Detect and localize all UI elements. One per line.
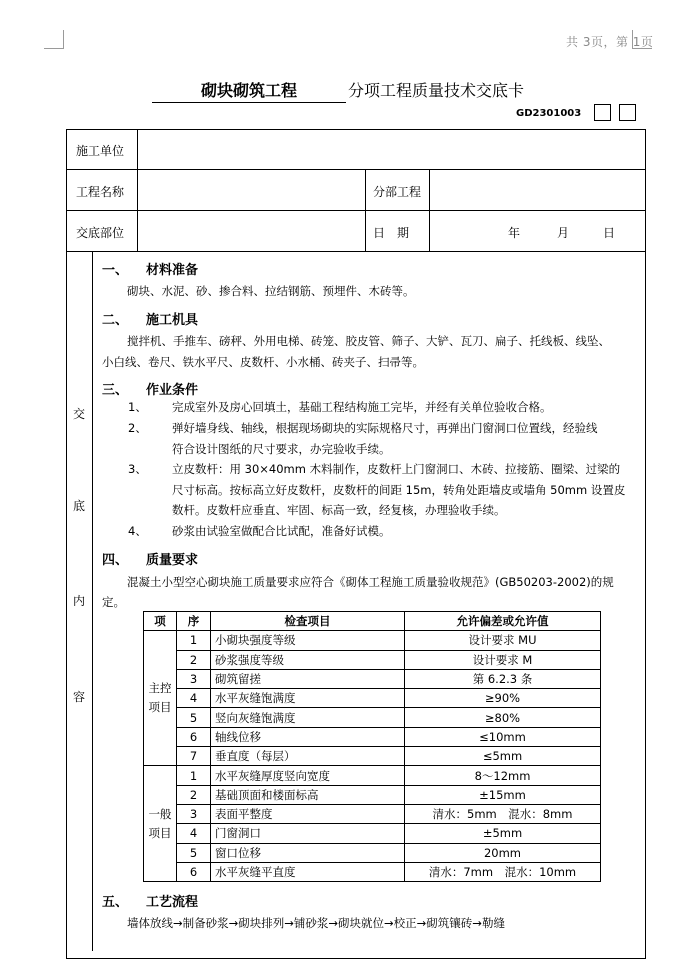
group-label-general: 一般项目	[144, 766, 177, 882]
list-text: 完成室外及房心回填土，基础工程结构施工完毕，并经有关单位验收合格。	[172, 400, 552, 414]
group-label-main: 主控项目	[144, 631, 177, 766]
section-title: 作业条件	[146, 383, 199, 398]
row-divider	[66, 169, 646, 170]
table-row	[144, 650, 601, 669]
sub-project-label: 分部工程	[373, 185, 422, 199]
table-header: 项	[144, 612, 177, 631]
section-text: 墙体放线→制备砂浆→砌块排列→铺砂浆→砌块就位→校正→砌筑镶砖→勒缝	[127, 916, 505, 930]
side-label-char: 底	[72, 499, 85, 513]
table-cell-value: 设计要求 M	[405, 650, 601, 669]
list-number: 1、	[128, 400, 147, 414]
table-cell-item: 基础顶面和楼面标高	[211, 785, 405, 804]
row-divider	[66, 210, 646, 211]
section-text: 定。	[102, 595, 125, 609]
table-cell-seq: 7	[177, 747, 211, 766]
col-divider	[92, 251, 93, 951]
table-header: 检查项目	[211, 612, 405, 631]
table-cell-seq: 5	[177, 708, 211, 727]
list-number: 2、	[128, 421, 147, 435]
table-cell-value: ≥80%	[405, 708, 601, 727]
table-row	[144, 669, 601, 688]
table-cell-seq: 1	[177, 631, 211, 650]
section-title: 质量要求	[146, 553, 199, 568]
row-divider	[66, 251, 646, 252]
table-row	[144, 727, 601, 746]
title-rest: 分项工程质量技术交底卡	[348, 81, 525, 100]
list-text: 符合设计图纸的尺寸要求，办完验收手续。	[172, 442, 391, 456]
list-text: 弹好墙身线、轴线，根据现场砌块的实际规格尺寸，再弹出门窗洞口位置线，经验线	[172, 421, 598, 435]
list-text: 砂浆由试验室做配合比试配，准备好试模。	[172, 524, 391, 538]
table-cell-item: 门窗洞口	[211, 824, 405, 843]
table-cell-value: ≥90%	[405, 689, 601, 708]
section-number: 一、	[102, 263, 129, 278]
section-text: 小白线、卷尺、铁水平尺、皮数杆、小水桶、砖夹子、扫帚等。	[102, 355, 424, 369]
list-text: 尺寸标高。按标高立好皮数杆，皮数杆的间距 15m，转角处距墙皮或墙角 50mm 设置皮	[172, 483, 626, 497]
list-text: 数杆。皮数杆应垂直、牢固、标高一致，经复核，办理验收手续。	[172, 503, 506, 517]
side-label-char: 容	[72, 690, 85, 704]
page-info: 共 3页，第 1页	[566, 35, 654, 49]
year-label: 年	[508, 226, 521, 240]
document-title	[152, 78, 524, 100]
section-number: 四、	[102, 553, 129, 568]
table-cell-value: ≤10mm	[405, 727, 601, 746]
col-divider	[429, 169, 430, 251]
checkbox-1[interactable]	[594, 104, 611, 121]
section-title: 材料准备	[146, 263, 199, 278]
handover-part-label: 交底部位	[76, 226, 125, 240]
table-cell-item: 表面平整度	[211, 804, 405, 823]
table-row	[144, 785, 601, 804]
table-cell-item: 水平灰缝厚度竖向宽度	[211, 766, 405, 785]
list-number: 4、	[128, 524, 147, 538]
table-header-row	[144, 612, 601, 631]
section-title: 工艺流程	[146, 895, 199, 910]
table-cell-value: 清水：5mm 混水：8mm	[405, 804, 601, 823]
crop-mark	[44, 48, 64, 49]
table-cell-item: 水平灰缝饱满度	[211, 689, 405, 708]
table-cell-seq: 4	[177, 824, 211, 843]
section-text: 砌块、水泥、砂、掺合料、拉结钢筋、预埋件、木砖等。	[127, 284, 415, 298]
table-cell-value: 清水：7mm 混水：10mm	[405, 862, 601, 881]
table-row	[144, 747, 601, 766]
table-cell-seq: 3	[177, 669, 211, 688]
table-cell-seq: 1	[177, 766, 211, 785]
section-text: 搅拌机、手推车、磅秤、外用电梯、砖笼、胶皮管、筛子、大铲、瓦刀、扁子、托线板、线坠、	[127, 334, 610, 348]
checkbox-2[interactable]	[619, 104, 636, 121]
table-cell-item: 水平灰缝平直度	[211, 862, 405, 881]
table-row	[144, 708, 601, 727]
table-cell-value: 8～12mm	[405, 766, 601, 785]
table-cell-value: ±15mm	[405, 785, 601, 804]
table-cell-item: 小砌块强度等级	[211, 631, 405, 650]
section-text: 混凝土小型空心砌块施工质量要求应符合《砌体工程施工质量验收规范》(GB50203-2002)的规	[127, 575, 614, 589]
table-cell-item: 窗口位移	[211, 843, 405, 862]
table-cell-seq: 6	[177, 727, 211, 746]
section-number: 五、	[102, 895, 129, 910]
table-row	[144, 766, 601, 785]
title-main: 砌块砌筑工程	[152, 78, 346, 103]
table-row	[144, 862, 601, 881]
table-row	[144, 843, 601, 862]
table-row	[144, 804, 601, 823]
table-cell-seq: 6	[177, 862, 211, 881]
table-cell-item: 垂直度（每层）	[211, 747, 405, 766]
table-cell-value: 第 6.2.3 条	[405, 669, 601, 688]
date-label: 日 期	[373, 226, 410, 240]
side-label-char: 交	[72, 407, 85, 421]
table-cell-seq: 2	[177, 650, 211, 669]
document-code: GD2301003	[516, 108, 582, 119]
table-cell-item: 轴线位移	[211, 727, 405, 746]
col-divider	[137, 129, 138, 251]
table-cell-item: 竖向灰缝饱满度	[211, 708, 405, 727]
table-cell-seq: 3	[177, 804, 211, 823]
table-cell-seq: 2	[177, 785, 211, 804]
table-cell-value: 20mm	[405, 843, 601, 862]
section-number: 三、	[102, 383, 129, 398]
list-number: 3、	[128, 462, 147, 476]
project-name-label: 工程名称	[76, 185, 125, 199]
table-cell-seq: 5	[177, 843, 211, 862]
table-cell-item: 砌筑留搓	[211, 669, 405, 688]
day-label: 日	[603, 226, 616, 240]
section-title: 施工机具	[146, 313, 199, 328]
table-cell-value: ±5mm	[405, 824, 601, 843]
construction-unit-label: 施工单位	[76, 144, 125, 158]
col-divider	[365, 169, 366, 251]
side-label-char: 内	[72, 594, 85, 608]
table-header: 序	[177, 612, 211, 631]
table-row	[144, 631, 601, 650]
table-row	[144, 689, 601, 708]
table-header: 允许偏差或允许值	[405, 612, 601, 631]
section-number: 二、	[102, 313, 129, 328]
table-cell-value: 设计要求 MU	[405, 631, 601, 650]
table-cell-value: ≤5mm	[405, 747, 601, 766]
month-label: 月	[557, 226, 570, 240]
table-cell-seq: 4	[177, 689, 211, 708]
crop-mark	[63, 30, 64, 49]
table-cell-item: 砂浆强度等级	[211, 650, 405, 669]
quality-table	[143, 611, 601, 882]
table-row	[144, 824, 601, 843]
list-text: 立皮数杆：用 30×40mm 木料制作，皮数杆上门窗洞口、木砖、拉接筋、圈梁、过梁的	[172, 462, 621, 476]
